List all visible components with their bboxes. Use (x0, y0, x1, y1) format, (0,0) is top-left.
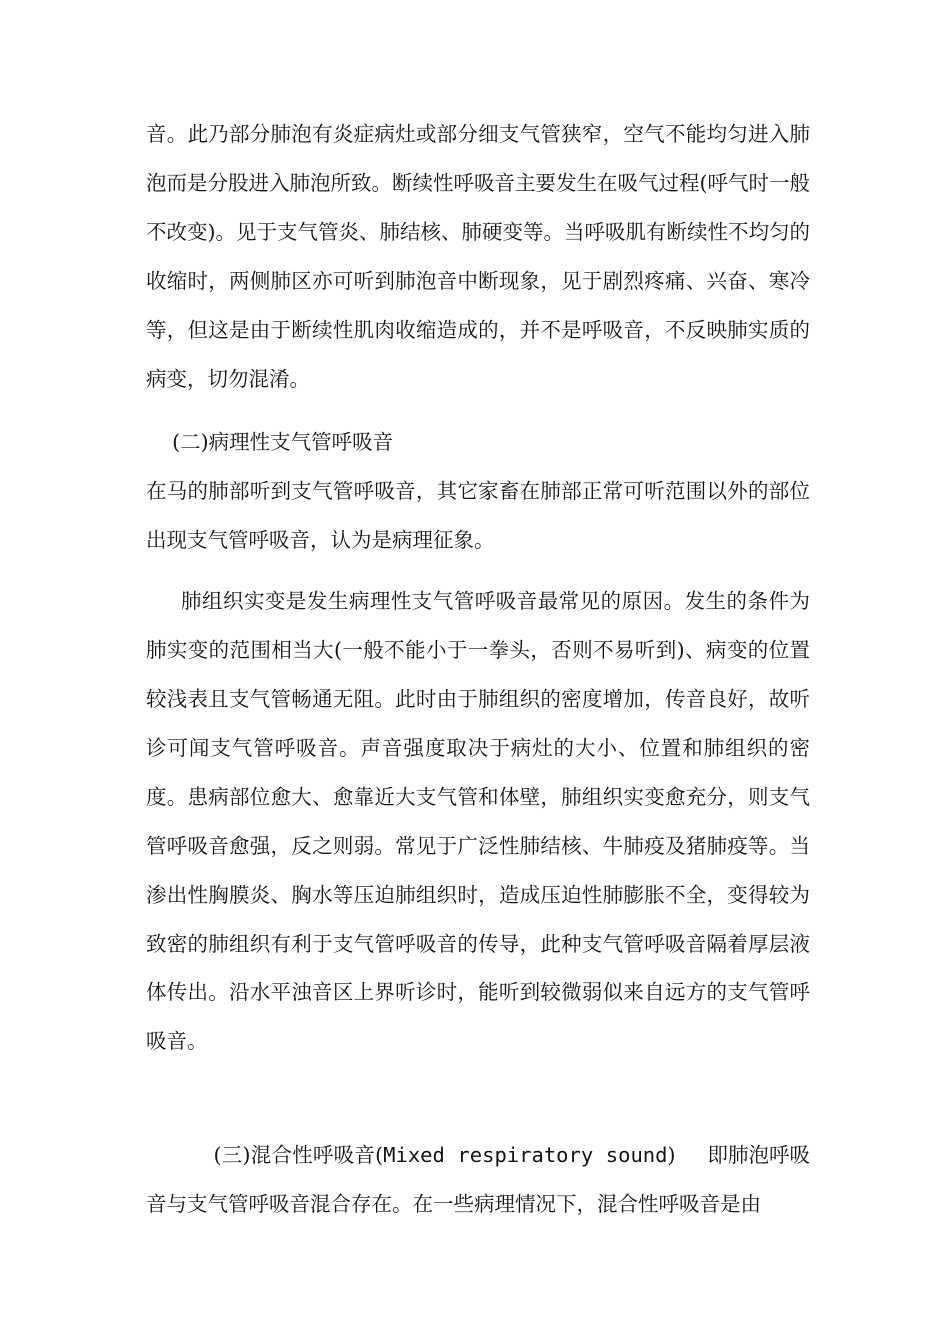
mixed-heading-english: Mixed respiratory sound (383, 1143, 668, 1168)
mixed-paragraph-rest: 音与支气管呼吸音混合存在。在一些病理情况下，混合性呼吸音是由 (146, 1192, 761, 1217)
paragraph-discontinuous-breath-sound: 音。此乃部分肺泡有炎症病灶或部分细支气管狭窄，空气不能均匀进入肺泡而是分股进入肺泡所致。断续性呼吸音主要发生在吸气过程(呼气时一般不改变)。见于支气管炎、肺结核、肺硬变等。当呼吸肌有断续性不均匀的收缩时，两侧肺区亦可听到肺泡音中断现象，见于剧烈疼痛、兴奋、寒冷等，但这是由于断续性肌肉收缩造成的，并不是呼吸音，不反映肺实质的病变，切勿混淆。 (146, 122, 810, 391)
mixed-paragraph-start: 即肺泡呼吸 (707, 1143, 810, 1168)
paragraph-mixed-respiratory-sound (146, 1082, 810, 1278)
document-body (146, 110, 810, 1278)
section-heading-pathologic-bronchial-breath-sound: (二)病理性支气管呼吸音 (146, 430, 394, 455)
mixed-heading-prefix: (三)混合性呼吸音( (186, 1143, 384, 1168)
paragraph-lung-consolidation: 肺组织实变是发生病理性支气管呼吸音最常见的原因。发生的条件为肺实变的范围相当大(一般不能小于一拳头，否则不易听到)、病变的位置较浅表且支气管畅通无阻。此时由于肺组织的密度增加，传音良好，故听诊可闻支气管呼吸音。声音强度取决于病灶的大小、位置和肺组织的密度。患病部位愈大、愈靠近大支气管和体壁，肺组织实变愈充分，则支气管呼吸音愈强，反之则弱。常见于广泛性肺结核、牛肺疫及猪肺疫等。当渗出性胸膜炎、胸水等压迫肺组织时，造成压迫性肺膨胀不全，变得较为致密的肺组织有利于支气管呼吸音的传导，此种支气管呼吸音隔着厚层液体传出。沿水平浊音区上界听诊时，能听到较微弱似来自远方的支气管呼吸音。 (146, 589, 810, 1054)
mixed-heading-suffix: ) (667, 1143, 676, 1168)
paragraph-bronchial-breath-sound-definition: 在马的肺部听到支气管呼吸音，其它家畜在肺部正常可听范围以外的部位出现支气管呼吸音，认为是病理征象。 (146, 479, 810, 553)
